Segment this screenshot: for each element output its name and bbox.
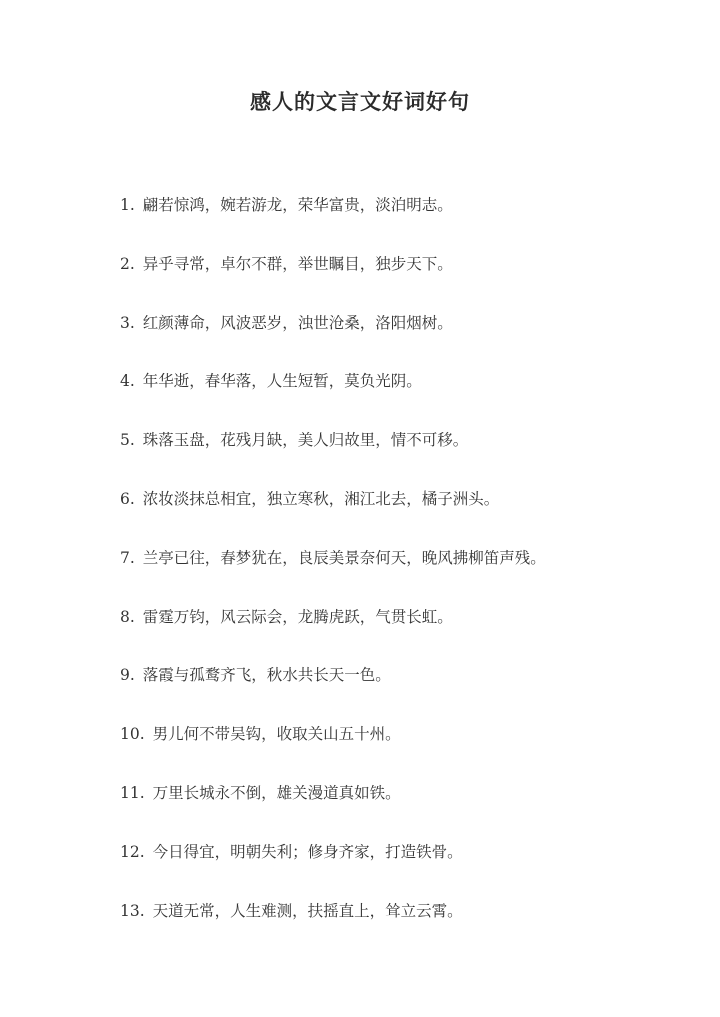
list-item [120, 665, 700, 685]
item-text: 珠落玉盘，花残月缺，美人归故里，情不可移。 [142, 431, 469, 450]
item-number: 12. [120, 842, 145, 861]
item-number: 9. [120, 666, 135, 685]
page-title: 感人的文言文好词好句 [250, 89, 470, 114]
item-text: 红颜薄命，风波恶岁，浊世沧桑，洛阳烟树。 [142, 313, 453, 332]
sentence-list [120, 195, 700, 959]
item-text: 兰亭已往，春梦犹在，良辰美景奈何天，晚风拂柳笛声残。 [142, 548, 546, 567]
item-number: 8. [120, 607, 135, 626]
list-item [120, 548, 700, 568]
item-number: 1. [120, 196, 135, 214]
item-text: 年华逝，春华落，人生短暂，莫负光阴。 [142, 372, 422, 391]
item-number: 5. [120, 431, 135, 450]
list-item [120, 254, 700, 274]
list-item [120, 313, 700, 333]
item-number: 4. [120, 372, 135, 391]
item-text: 异乎寻常，卓尔不群，举世瞩目，独步天下。 [142, 254, 453, 273]
item-text: 男儿何不带吴钩，收取关山五十州。 [152, 725, 401, 744]
item-number: 7. [120, 548, 135, 567]
item-number: 13. [120, 901, 145, 920]
item-number: 6. [120, 489, 135, 508]
list-item [120, 842, 700, 862]
list-item [120, 430, 700, 450]
item-text: 翩若惊鸿，婉若游龙，荣华富贵，淡泊明志。 [142, 196, 453, 214]
list-item [120, 783, 700, 803]
list-item [120, 489, 700, 509]
item-text: 浓妆淡抹总相宜，独立寒秋，湘江北去，橘子洲头。 [142, 489, 500, 508]
item-text: 天道无常，人生难测，扶摇直上，耸立云霄。 [152, 901, 463, 920]
item-text: 落霞与孤鹜齐飞，秋水共长天一色。 [142, 666, 391, 685]
item-text: 今日得宜，明朝失利；修身齐家，打造铁骨。 [152, 842, 463, 861]
list-item [120, 195, 700, 215]
list-item [120, 371, 700, 391]
list-item [120, 724, 700, 744]
item-number: 2. [120, 254, 135, 273]
item-text: 雷霆万钧，风云际会，龙腾虎跃，气贯长虹。 [142, 607, 453, 626]
item-number: 10. [120, 725, 145, 744]
item-number: 3. [120, 313, 135, 332]
item-number: 11. [120, 783, 145, 802]
list-item [120, 607, 700, 627]
item-text: 万里长城永不倒，雄关漫道真如铁。 [152, 783, 401, 802]
list-item [120, 901, 700, 921]
